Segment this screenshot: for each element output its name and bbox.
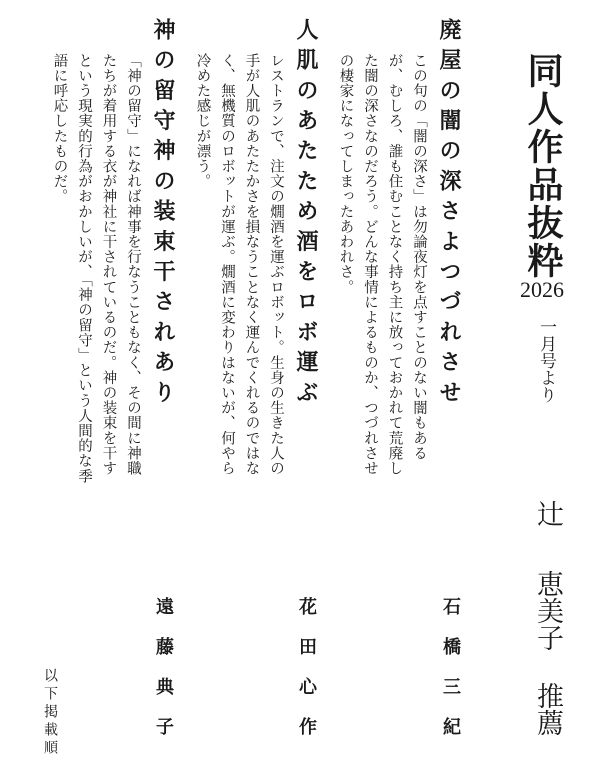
issue-year: 2026	[520, 277, 564, 302]
commentary-1: この句の「闇の深さ」は勿論夜灯を点すことのない闇もあるが、むしろ、誰も住むことなく持ち主に放っておかれて荒廃した闇の深さなのだろう。どんな事情によるものか、つづれさせの棲家になってしまったあわれさ。	[337, 53, 427, 476]
commentary-3: 「神の留守」になれば神事を行なうこともなく、その間に神職たちが着用する衣が神社に干されているのだ。神の装束を干すという現実的行為がおかしいが、「神の留守」という人間的な季語に呼応したものだ。	[51, 53, 141, 484]
issue-month: 一月号より	[536, 318, 556, 403]
recommender-surname: 辻	[532, 500, 563, 551]
footer-note: 以下掲載順	[42, 668, 58, 758]
author-3: 遠藤典子	[153, 597, 174, 757]
haiku-3: 神の留守神の装束干されあり	[150, 18, 176, 411]
commentary-2: レストランで、注文の燗酒を運ぶロボット。生身の生きた人の手が人肌のあたたかさを損なうことなく運んでくれるのではなく、無機質のロボットが運ぶ。燗酒に変わりはないが、何やら冷めた感じが漂う。	[194, 53, 284, 476]
author-2: 花田心作	[296, 597, 317, 757]
recommender-line: 恵美子 推薦	[532, 570, 563, 736]
haiku-2: 人肌のあたため酒をロボ運ぶ	[293, 18, 319, 411]
haiku-1: 廃屋の闇の深さよつづれさせ	[436, 18, 462, 411]
author-1: 石橋三紀	[440, 597, 461, 757]
page-title: 同人作品抜粋	[522, 52, 564, 280]
